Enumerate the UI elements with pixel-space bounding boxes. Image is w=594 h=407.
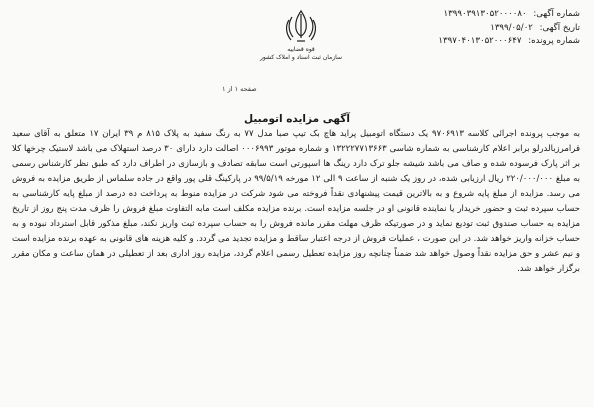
- case-number: ۱۳۹۷۰۴۰۱۳۰۵۲۰۰۰۶۴۷: [438, 36, 522, 46]
- case-number-row: [438, 35, 580, 49]
- document-title: آگهی مزایده اتومبیل: [244, 113, 350, 125]
- judiciary-label: قوه قضاییه: [287, 46, 315, 53]
- notice-meta: [438, 8, 580, 49]
- case-number-label: شماره پرونده:: [528, 36, 580, 46]
- page-number: صفحه ۱ از ۱: [222, 85, 257, 93]
- notice-number-row: [438, 8, 580, 22]
- notice-date-label: تاریخ آگهی:: [539, 22, 580, 33]
- notice-number: ۱۳۹۹۰۳۹۱۳۰۵۲۰۰۰۰۸۰: [443, 9, 527, 19]
- notice-date-row: [438, 22, 580, 36]
- iran-emblem-icon: [283, 8, 319, 46]
- auction-notice-body: به موجب پرونده اجرائی کلاسه ۹۷۰۶۹۱۳ یک دستگاه اتومبیل پراید هاچ بک تیپ صبا مدل ۷۷ به رنگ سفید به پلاک ۸۱۵ م ۳۹ ایران ۱۷ متعلق به آقای سعید قرامرزبالدرلو برابر اعلام کارشناسی به شماره شاسی ۱۳۲۲۲۷۷۱۳۶۶۳ و شماره موتور ۰۰۰۶۹۹۳ اصالت دارد دارای ۳۰ درصد استهلاک می باشد لاستیک چرخها کلا بر اثر پارک فرسوده شده و صاف می باشد شیشه جلو ترک دارد رینگ ها اسپورتی است سابقه تصادف و بازسازی در اطراف دارد که طبق نظر کارشناس رسمی به مبلغ ۲۲۰/۰۰۰/۰۰۰ ریال ارزیابی شده، در روز یک شنبه از ساعت ۹ الی ۱۲ مورخه ۹۹/۵/۱۹ در پارکینگ قلی پور واقع در جاده سلماس از طریق مزایده به فروش می رسد. مزایده از مبلغ پایه شروع و به بالاترین قیمت پیشنهادی نقداً فروخته می شود شرکت در مزایده منوط به پرداخت ده درصد از مبلغ پایه کارشناسی به حساب سپرده ثبت و حضور خریدار یا نماینده قانونی او در جلسه مزایده است. برنده مزایده مکلف است مابه التفاوت مبلغ فروش را ظرف مدت پنج روز از تاریخ مزایده به حساب صندوق ثبت تودیع نماید و در صورتیکه ظرف مهلت مقرر مانده فروش را به حساب سپرده ثبت واریز نکند، مبلغ مذکور قابل استرداد نبوده و به حساب خزانه واریز خواهد شد. در این صورت ، عملیات فروش از درجه اعتبار ساقط و مزایده تجدید می گردد. و کلیه هزینه های قانونی به عهده برنده مزایده است و نیم عشر و حق مزایده نقداً وصول خواهد شد ضمناً چنانچه روز مزایده تعطیل رسمی اعلام گردد، مزایده روز اداری بعد از تعطیلی در همان ساعت و مکان مقرر برگزار خواهد شد.: [12, 129, 581, 274]
- notice-number-label: شماره آگهی:: [533, 9, 580, 19]
- registration-org-label: سازمان ثبت اسناد و املاک کشور: [259, 54, 343, 61]
- notice-date: ۱۳۹۹/۰۵/۰۲: [490, 22, 533, 33]
- organization-emblem: [256, 8, 346, 62]
